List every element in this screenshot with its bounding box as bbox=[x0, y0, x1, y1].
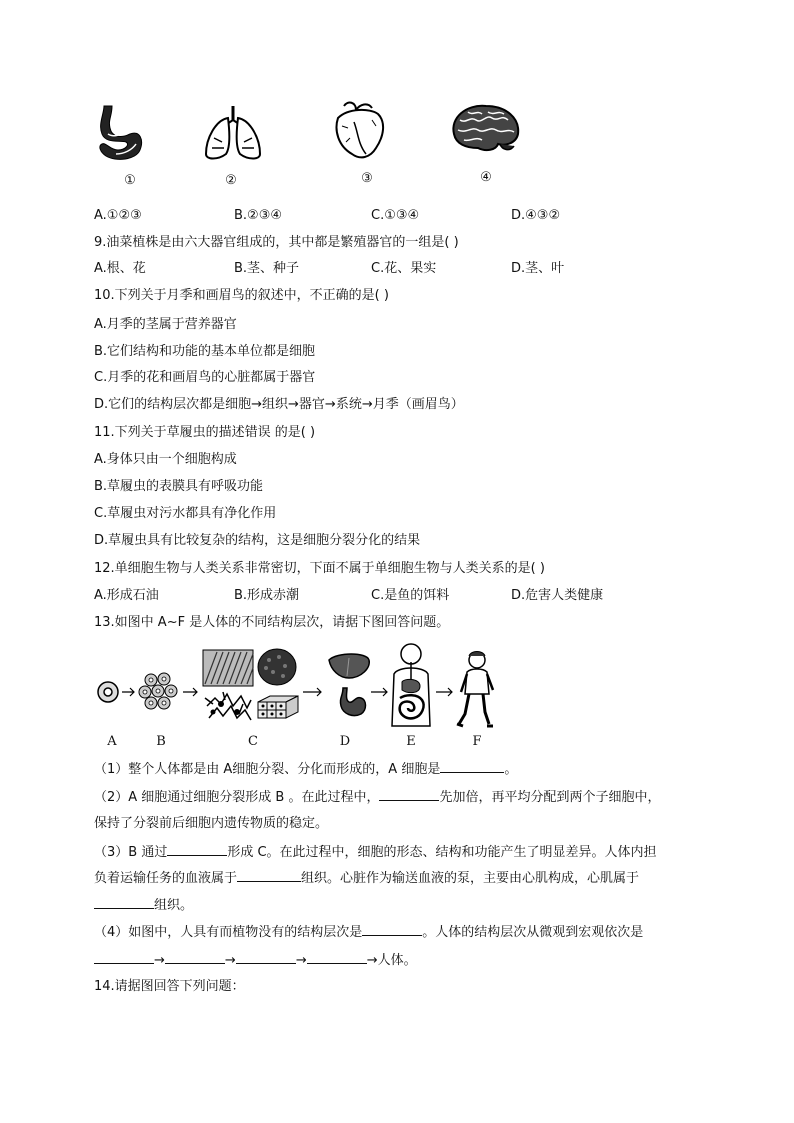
heart-icon bbox=[328, 98, 390, 164]
q9-option-d[interactable]: D.茎、叶 bbox=[511, 261, 565, 276]
child-figure-icon bbox=[455, 648, 497, 732]
q9-option-c[interactable]: C.花、果实 bbox=[371, 261, 437, 276]
answer-blank[interactable] bbox=[362, 922, 422, 936]
arrow-icon bbox=[122, 686, 138, 698]
arrow-icon bbox=[303, 686, 325, 698]
q13-part-2: （2）A 细胞通过细胞分裂形成 B 。在此过程中， 先加倍，再平均分配到两个子细胞中， bbox=[94, 785, 704, 811]
organ-label-1: ① bbox=[124, 173, 136, 188]
figure-label-f: F bbox=[472, 734, 482, 749]
q9-stem: 9.油菜植株是由六大器官组成的，其中都是繁殖器官的一组是( ) bbox=[94, 235, 459, 250]
nerve-tissue-icon bbox=[203, 690, 253, 722]
stomach-icon bbox=[333, 686, 369, 722]
answer-blank[interactable] bbox=[167, 842, 227, 856]
arrow-icon bbox=[183, 686, 201, 698]
stomach-icon bbox=[96, 104, 148, 164]
q12-stem: 12.单细胞生物与人类关系非常密切，下面不属于单细胞生物与人类关系的是( ) bbox=[94, 561, 545, 576]
q12-option-a[interactable]: A.形成石油 bbox=[94, 588, 159, 603]
q12-option-b[interactable]: B.形成赤潮 bbox=[234, 588, 300, 603]
blood-tissue-icon bbox=[257, 648, 297, 686]
organ-label-4: ④ bbox=[480, 170, 492, 185]
q9-option-b[interactable]: B.茎、种子 bbox=[234, 261, 300, 276]
answer-blank[interactable] bbox=[379, 787, 439, 801]
q12-option-c[interactable]: C.是鱼的饵料 bbox=[371, 588, 450, 603]
q10-option-d[interactable]: D.它们的结构层次都是细胞→组织→器官→系统→月季（画眉鸟） bbox=[94, 397, 464, 412]
q13-part-3-cont: 负着运输任务的血液属于 组织。心脏作为输送血液的泵，主要由心肌构成，心肌属于 bbox=[94, 866, 704, 892]
q13-part-1: （1）整个人体都是由 A细胞分裂、分化而形成的，A 细胞是 。 bbox=[94, 757, 704, 783]
answer-blank[interactable] bbox=[237, 868, 301, 882]
organ-label-3: ③ bbox=[361, 171, 373, 186]
q11-option-d[interactable]: D.草履虫具有比较复杂的结构，这是细胞分裂分化的结果 bbox=[94, 533, 421, 548]
liver-icon bbox=[327, 652, 371, 682]
q11-option-c[interactable]: C.草履虫对污水都具有净化作用 bbox=[94, 506, 277, 521]
q8-option-a[interactable]: A.①②③ bbox=[94, 208, 142, 223]
q10-stem: 10.下列关于月季和画眉鸟的叙述中，不正确的是( ) bbox=[94, 288, 389, 303]
q13-part-2-cont: 保持了分裂前后细胞内遗传物质的稳定。 bbox=[94, 816, 329, 831]
digestive-system-icon bbox=[386, 642, 436, 730]
q8-option-c[interactable]: C.①③④ bbox=[371, 208, 420, 223]
answer-blank[interactable] bbox=[307, 950, 367, 964]
q13-part-4: （4）如图中，人具有而植物没有的结构层次是 。人体的结构层次从微观到宏观依次是 bbox=[94, 920, 704, 946]
q14-stem: 14.请据图回答下列问题： bbox=[94, 979, 245, 994]
answer-blank[interactable] bbox=[94, 950, 154, 964]
organ-label-2: ② bbox=[225, 173, 237, 188]
figure-label-c: C bbox=[248, 734, 258, 749]
q8-option-b[interactable]: B.②③④ bbox=[234, 208, 283, 223]
q13-part-4-cont: → → → →人体。 bbox=[94, 948, 704, 974]
cell-icon bbox=[96, 680, 120, 704]
q13-part-3: （3）B 通过 形成 C。在此过程中，细胞的形态、结构和功能产生了明显差异。人体内担 bbox=[94, 840, 704, 866]
muscle-tissue-icon bbox=[203, 650, 253, 686]
answer-blank[interactable] bbox=[94, 895, 154, 909]
arrow-icon bbox=[436, 686, 456, 698]
answer-blank[interactable] bbox=[165, 950, 225, 964]
figure-label-e: E bbox=[406, 734, 416, 749]
q11-option-a[interactable]: A.身体只由一个细胞构成 bbox=[94, 452, 237, 467]
figure-label-d: D bbox=[339, 734, 351, 749]
figure-label-b: B bbox=[156, 734, 166, 749]
q8-option-d[interactable]: D.④③② bbox=[511, 208, 561, 223]
q10-option-c[interactable]: C.月季的花和画眉鸟的心脏都属于器官 bbox=[94, 370, 316, 385]
epithelial-tissue-icon bbox=[256, 692, 300, 722]
answer-blank[interactable] bbox=[236, 950, 296, 964]
q10-option-a[interactable]: A.月季的茎属于营养器官 bbox=[94, 317, 237, 332]
q9-option-a[interactable]: A.根、花 bbox=[94, 261, 146, 276]
brain-icon bbox=[448, 100, 522, 156]
q13-part-3-end: 组织。 bbox=[94, 893, 704, 919]
q10-option-b[interactable]: B.它们结构和功能的基本单位都是细胞 bbox=[94, 344, 316, 359]
q11-stem: 11.下列关于草履虫的描述错误 的是( ) bbox=[94, 425, 316, 440]
q12-option-d[interactable]: D.危害人类健康 bbox=[511, 588, 604, 603]
q13-stem: 13.如图中 A~F 是人体的不同结构层次，请据下图回答问题。 bbox=[94, 615, 450, 630]
q11-option-b[interactable]: B.草履虫的表膜具有呼吸功能 bbox=[94, 479, 264, 494]
cell-cluster-icon bbox=[139, 671, 181, 713]
figure-label-a: A bbox=[107, 734, 117, 749]
lungs-icon bbox=[202, 104, 264, 162]
answer-blank[interactable] bbox=[440, 759, 504, 773]
